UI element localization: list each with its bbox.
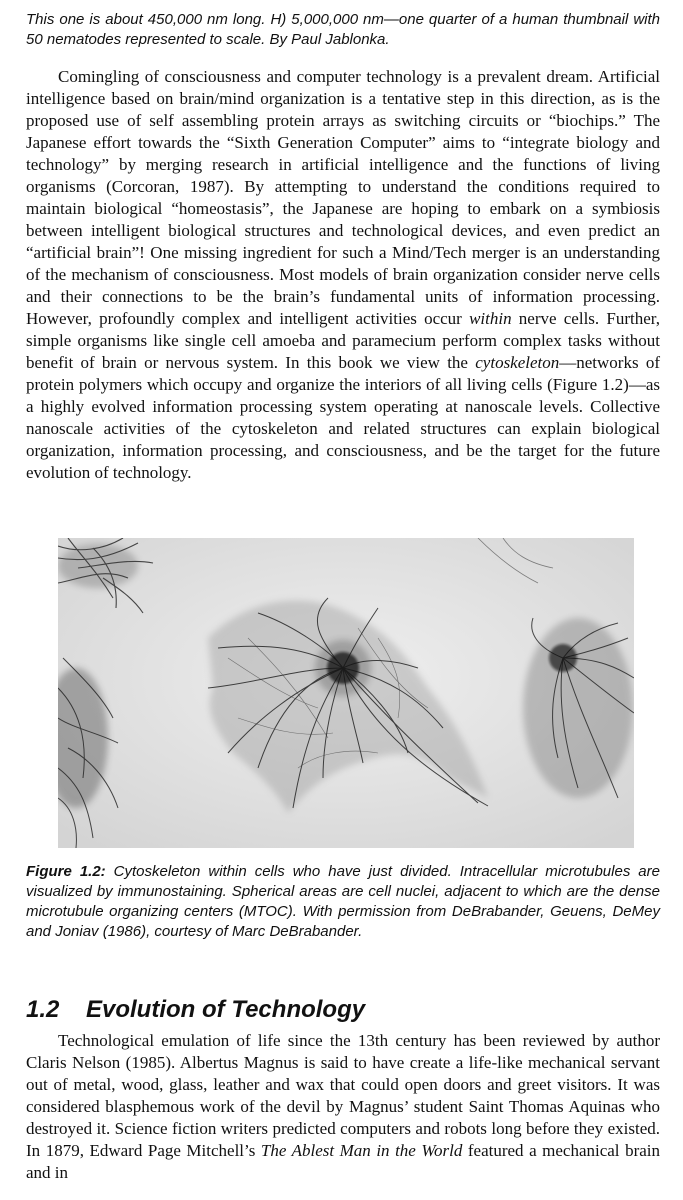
figure-caption [26, 862, 660, 942]
section-heading [26, 995, 365, 1025]
emphasis-within: within [469, 309, 512, 328]
body-paragraph-technology [26, 1030, 660, 1184]
paragraph-text: featured a mechanical brain and in [26, 1141, 660, 1182]
top-figure-caption: This one is about 450,000 nm long. H) 5,000,000 nm—one quarter of a human thumbnail with 50 nematodes represented to scale. By Paul Jablonka. [26, 11, 660, 48]
cytoskeleton-micrograph [58, 538, 634, 848]
paragraph-text: nerve cells. Further, simple organisms like single cell amoeba and paramecium perform complex tasks without benefit of brain or nervous system. In this book we view the [26, 309, 660, 372]
paragraph-text: —networks of protein polymers which occupy and organize the interiors of all living cells (Figure 1.2)—as a highly evolved information processing system operating at nanoscale levels. Collective nanoscale activities of the cytoskeleton and related structures can explain biological organization, information processing, and consciousness, and be the target for the future evolution of technology. [26, 353, 661, 482]
figure-label: Figure 1.2: [26, 863, 106, 880]
emphasis-cytoskeleton: cytoskeleton [475, 353, 560, 372]
section-number: 1.2 [26, 996, 60, 1023]
paragraph-text: Technological emulation of life since the 13th century has been reviewed by author Claris Nelson (1985). Albertus Magnus is said to have create a life-like mechanical servant out of metal, wood, glass, leather and wax that could open doors and greet visitors. It was considered blasphemous work of the devil by Magnus’ student Saint Thomas Aquinas who destroyed it. Science fiction writers predicted computers and robots long before they existed. In 1879, Edward Page Mitchell’s [26, 1031, 660, 1160]
paragraph-text: Comingling of consciousness and computer technology is a prevalent dream. Artificial intelligence based on brain/mind organization is a tentative step in this direction, as is the proposed use of self assembling protein arrays as switching circuits or “biochips.” The Japanese effort towards the “Sixth Generation Computer” aims to “integrate biology and technology” by merging research in artificial intelligence and the functions of living organisms (Corcoran, 1987). By attempting to understand the conditions required to maintain biological “homeostasis”, the Japanese are hoping to embark on a symbiosis between intelligent biological structures and technological devices, and even predict an “artificial brain”! One missing ingredient for such a Mind/Tech merger is an understanding of the mechanism of consciousness. Most models of brain organization consider nerve cells and their connections to be the brain’s fundamental units of information processing. However, profoundly complex and intelligent activities occur [26, 67, 660, 328]
body-paragraph-consciousness [26, 66, 660, 484]
book-title-emphasis: The Ablest Man in the World [260, 1141, 463, 1160]
section-title: Evolution of Technology [86, 996, 366, 1023]
figure-caption-text: Cytoskeleton within cells who have just divided. Intracellular microtubules are visualized by immunostaining. Spherical areas are cell nuclei, adjacent to which are the dense microtubule organizing centers (MTOC). With permission from DeBrabander, Geuens, DeMey and Joniav (1986), courtesy of Marc DeBrabander. [26, 863, 660, 940]
